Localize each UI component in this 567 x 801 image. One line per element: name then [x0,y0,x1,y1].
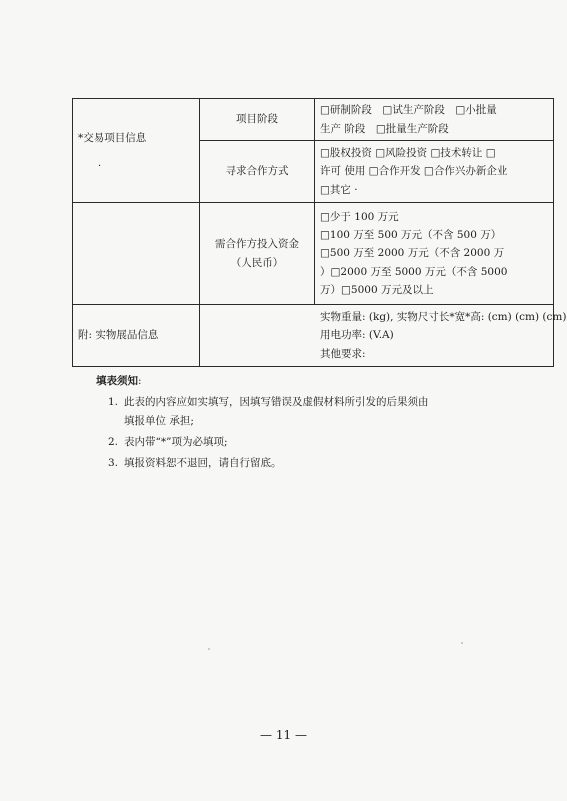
fund-label-currency: （人民币） [230,256,284,269]
fund-option-line: □100 万至 500 万元（不含 500 万） [320,228,502,241]
coop-options-line: □其它 · [320,183,358,196]
instruction-text: 填报资料恕不退回，请自行留底。 [124,456,282,469]
scan-speck [208,648,210,650]
instruction-item [108,433,516,452]
fund-label [200,203,315,305]
page-number: — 11 — [260,728,307,742]
stage-options-line: 生产 阶段 □批量生产阶段 [320,122,449,135]
instruction-number: 3. [108,456,119,469]
instruction-text: 填报单位 承担; [124,414,194,427]
project-stage-label: 项目阶段 [200,99,315,141]
fill-instructions [96,372,516,472]
exhibit-other: 其他要求: [320,347,366,360]
coop-options-line: 许可 使用 □合作开发 □合作兴办新企业 [320,165,508,178]
fund-empty-cell [73,203,200,305]
project-stage-options [315,99,554,141]
instruction-text: 表内带“*”项为必填项; [124,435,228,448]
scan-speck [461,642,463,644]
instructions-title-colon: : [138,375,142,387]
exhibit-weight-size: 实物重量: (kg), 实物尺寸长*宽*高: (cm) (cm) (cm) [320,310,567,323]
cooperation-mode-label: 寻求合作方式 [200,141,315,203]
exhibit-power: 用电功率: (V.A) [320,329,394,342]
instructions-title-row [96,372,516,391]
exhibit-info-fields [200,305,567,367]
fund-option-line: □500 万至 2000 万元（不含 2000 万 [320,247,505,260]
instructions-title: 填表须知 [96,375,138,387]
fund-option-line: 万）□5000 万元及以上 [320,284,434,297]
instruction-item [108,393,516,431]
fund-option-line: □少于 100 万元 [320,210,399,223]
fund-options [315,203,554,305]
instruction-text: 此表的内容应如实填写，因填写错误及虚假材料所引发的后果须由 [124,395,429,408]
instruction-item [108,454,516,473]
trade-info-label: *交易项目信息 [78,132,147,145]
fund-option-line: ）□2000 万至 5000 万元（不含 5000 [320,265,508,278]
trade-info-form [72,98,567,367]
fund-label-line: 需合作方投入资金 [215,238,299,251]
exhibit-info-label: 附: 实物展品信息 [73,305,200,367]
cooperation-mode-options [315,141,554,203]
trade-info-label-cell [73,99,200,203]
instruction-number: 2. [108,435,119,448]
coop-options-line: □股权投资 □风险投资 □技术转让 □ [320,146,496,159]
stray-dot: · [98,160,102,172]
instruction-number: 1. [108,395,119,408]
stage-options-line: □研制阶段 □试生产阶段 □小批量 [320,104,497,117]
